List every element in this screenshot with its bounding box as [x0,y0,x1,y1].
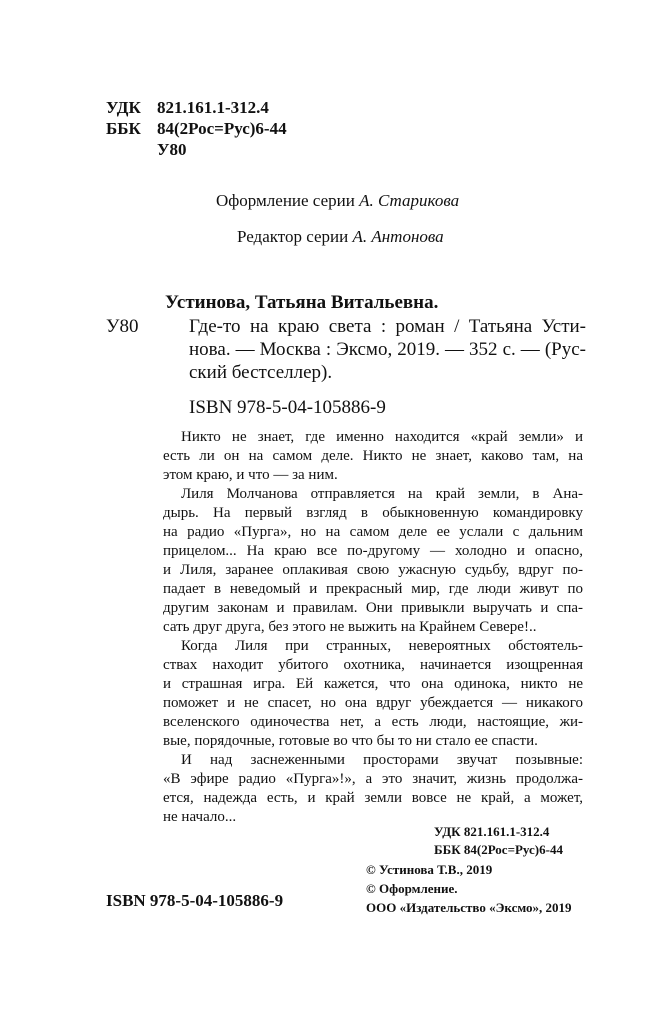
copyright-line: ООО «Издательство «Эксмо», 2019 [366,900,572,915]
annotation-line: ется, надежда есть, и край земли вовсе не край, а может, [163,790,583,806]
annotation-line: вселенского одиночества нет, а есть люди, настоящие, жи- [163,714,583,730]
annotation-line: Когда Лиля при странных, невероятных обстоятель- [181,638,583,654]
series-editor-name: А. Антонова [352,227,444,246]
annotation-line: Лиля Молчанова отправляется на край земли, в Ана- [181,486,583,502]
series-design-prefix: Оформление серии [216,191,360,210]
series-design-name: А. Старикова [359,191,460,210]
annotation-line: не начало... [163,809,237,825]
catalog-description-line: Где-то на краю света : роман / Татьяна Усти- [189,316,586,337]
catalog-description-line: нова. — Москва : Эксмо, 2019. — 352 с. — (Рус- [189,339,586,360]
bbk-label: ББК [106,119,141,138]
annotation-bbk: ББК 84(2Рос=Рус)6-44 [434,842,563,857]
udk-code: 821.161.1-312.4 [157,98,269,117]
annotation-udk: УДК 821.161.1-312.4 [434,824,550,839]
series-editor-credit [237,227,444,247]
udk-label: УДК [106,98,141,117]
series-design-credit [216,191,459,211]
series-editor-prefix: Редактор серии [237,227,353,246]
annotation-line: и Лиля, заранее оплакивая свою ужасную судьбу, вдруг по- [163,562,583,578]
catalog-description [189,315,586,384]
copyright-line: © Устинова Т.В., 2019 [366,862,493,877]
author-mark-top: У80 [157,140,187,159]
annotation-line: дырь. На первый взгляд в обыкновенную командировку [163,505,583,521]
copyright-line: © Оформление. [366,881,458,896]
annotation-line: другим законам и правилам. Они привыкли выручать и спа- [163,600,583,616]
catalog-author-mark: У80 [106,316,139,337]
annotation-line: поможет и не спасет, но она вдруг убеждается — никакого [163,695,583,711]
imprint-isbn: ISBN 978-5-04-105886-9 [106,891,284,910]
annotation-line: сать друг друга, без этого не выжить на Крайнем Севере!.. [163,619,537,635]
annotation-line: падает в неведомый и прекрасный мир, где люди живут по [163,581,583,597]
bbk-code: 84(2Рос=Рус)6-44 [157,119,287,138]
annotation-line: ствах находит убитого охотника, начинается изощренная [163,657,583,673]
annotation-line: «В эфире радио «Пурга»!», а это значит, жизнь продолжа- [163,771,583,787]
annotation-line: есть ли он на самом деле. Никто не знает, каково там, на [163,448,583,464]
annotation-text [163,428,583,827]
catalog-author-heading: Устинова, Татьяна Витальевна. [165,292,439,313]
copyright-block [366,860,572,917]
annotation-line: и страшная игра. Ей кажется, что она одинока, никто не [163,676,583,692]
catalog-description-line: ский бестселлер). [189,362,333,383]
annotation-line: этом краю, и что — за ним. [163,467,338,483]
annotation-line: прицелом... На краю все по-другому — холодно и опасно, [163,543,583,559]
annotation-line: на радио «Пурга», но на самом деле ее услали с дальним [163,524,583,540]
annotation-line: Никто не знает, где именно находится «край земли» и [181,429,583,445]
catalog-isbn: ISBN 978-5-04-105886-9 [189,397,386,418]
annotation-line: И над заснеженными просторами звучат позывные: [181,752,583,768]
annotation-line: вые, порядочные, готовые во что бы то ни стало ее спасти. [163,733,538,749]
